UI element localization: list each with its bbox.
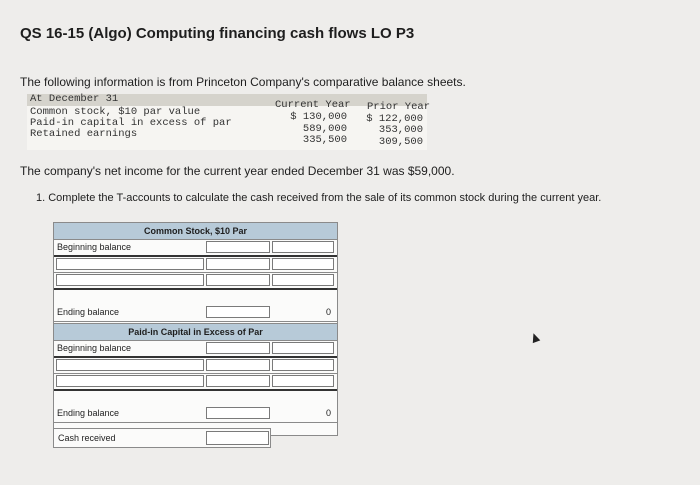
t-row-ending xyxy=(54,304,337,322)
entry-credit-input[interactable] xyxy=(272,274,334,286)
t-account-common-stock xyxy=(53,222,338,337)
col-current-header: Current Year xyxy=(275,99,351,111)
cash-received-row xyxy=(53,428,271,448)
row-current: 589,000 xyxy=(302,123,347,135)
cash-received-label: Cash received xyxy=(58,433,116,443)
t-row-beginning xyxy=(54,240,337,257)
row-prior: 309,500 xyxy=(378,136,423,148)
t-row-entry xyxy=(54,257,337,273)
t-row-spacer xyxy=(54,290,337,304)
entry-debit-input[interactable] xyxy=(206,274,270,286)
entry-debit-input[interactable] xyxy=(206,359,270,371)
t-account-paid-in-capital xyxy=(53,323,338,436)
ending-balance-label: Ending balance xyxy=(57,307,120,317)
beginning-debit-input[interactable] xyxy=(206,241,270,253)
beginning-credit-input[interactable] xyxy=(272,342,334,354)
ending-debit-input[interactable] xyxy=(206,407,270,419)
beginning-balance-label: Beginning balance xyxy=(57,242,132,252)
entry-credit-input[interactable] xyxy=(272,375,334,387)
mouse-cursor-icon xyxy=(530,332,541,343)
t-account-title: Common Stock, $10 Par xyxy=(54,223,337,240)
row-prior: 353,000 xyxy=(378,124,423,136)
ending-balance-value: 0 xyxy=(325,408,331,418)
balance-sheet-header-label: At December 31 xyxy=(30,93,119,105)
ending-debit-input[interactable] xyxy=(206,306,270,318)
page-title: QS 16-15 (Algo) Computing financing cash flows LO P3 xyxy=(20,25,415,42)
t-row-spacer xyxy=(54,391,337,405)
row-current: $ 130,000 xyxy=(290,111,347,123)
ending-balance-label: Ending balance xyxy=(57,408,120,418)
cash-received-input[interactable] xyxy=(206,431,269,445)
beginning-credit-input[interactable] xyxy=(272,241,334,253)
beginning-debit-input[interactable] xyxy=(206,342,270,354)
row-label: Retained earnings xyxy=(30,128,138,140)
t-row-beginning xyxy=(54,341,337,358)
entry-credit-input[interactable] xyxy=(272,258,334,270)
t-row-ending xyxy=(54,405,337,423)
t-row-entry xyxy=(54,358,337,374)
instruction-text: 1. Complete the T-accounts to calculate the cash received from the sale of its common stock during the current year. xyxy=(36,192,602,204)
entry-credit-input[interactable] xyxy=(272,359,334,371)
row-current: 335,500 xyxy=(302,134,347,146)
entry-label-input[interactable] xyxy=(56,375,204,387)
row-prior: $ 122,000 xyxy=(366,113,423,125)
col-prior-header: Prior Year xyxy=(367,101,431,113)
entry-label-input[interactable] xyxy=(56,258,204,270)
balance-sheet-table xyxy=(27,93,431,150)
entry-debit-input[interactable] xyxy=(206,258,270,270)
row-label: Common stock, $10 par value xyxy=(30,106,201,118)
t-row-entry xyxy=(54,273,337,290)
ending-balance-value: 0 xyxy=(325,307,331,317)
row-label: Paid-in capital in excess of par xyxy=(30,117,232,129)
beginning-balance-label: Beginning balance xyxy=(57,343,132,353)
entry-label-input[interactable] xyxy=(56,359,204,371)
t-row-entry xyxy=(54,374,337,391)
t-account-title: Paid-in Capital in Excess of Par xyxy=(54,324,337,341)
entry-label-input[interactable] xyxy=(56,274,204,286)
entry-debit-input[interactable] xyxy=(206,375,270,387)
intro-text: The following information is from Princeton Company's comparative balance sheets. xyxy=(20,75,466,89)
net-income-text: The company's net income for the current year ended December 31 was $59,000. xyxy=(20,164,455,178)
